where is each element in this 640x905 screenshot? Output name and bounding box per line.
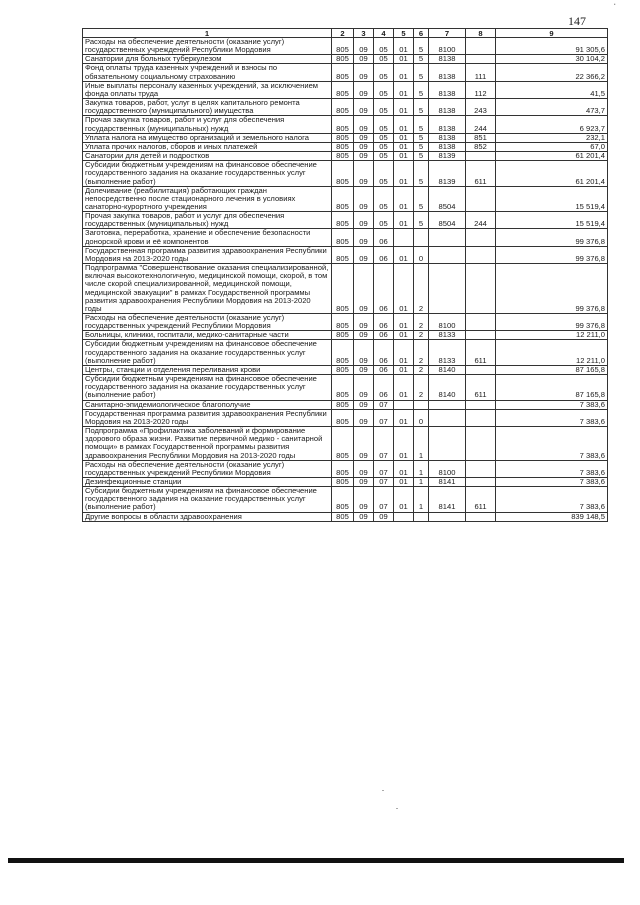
expense-type-cell — [466, 409, 496, 426]
section-cell: 09 — [354, 460, 374, 477]
subsection-cell: 07 — [374, 409, 394, 426]
item-name-cell: Подпрограмма «Профилактика заболеваний и формирование здорового образа жизни. Развитие первичной медико - санитарной помощи» в рамках Государственной программы развития здравоохранения Республики Мордовия на 2013-2020 годы — [83, 427, 332, 461]
expense-type-cell: 243 — [466, 99, 496, 116]
table-row — [83, 99, 608, 116]
item-name-cell: Санитарно-эпидемиологическое благополучие — [83, 400, 332, 409]
section-cell: 09 — [354, 116, 374, 133]
article-cell: 8141 — [429, 487, 466, 512]
program-cell: 01 — [394, 133, 414, 142]
article-cell: 8139 — [429, 152, 466, 161]
code-cell: 805 — [332, 212, 354, 229]
subsection-cell: 05 — [374, 186, 394, 211]
subsection-cell: 05 — [374, 212, 394, 229]
subprogram-cell: 5 — [414, 64, 429, 81]
table-row — [83, 331, 608, 340]
expense-type-cell — [466, 246, 496, 263]
item-name-cell: Субсидии бюджетным учреждениям на финансовое обеспечение государственного задания на оказание государственных услуг (выполнение работ) — [83, 487, 332, 512]
article-cell: 8140 — [429, 365, 466, 374]
amount-cell: 7 383,6 — [496, 427, 608, 461]
subsection-cell: 05 — [374, 133, 394, 142]
code-cell: 805 — [332, 142, 354, 151]
program-cell: 01 — [394, 246, 414, 263]
code-cell: 805 — [332, 365, 354, 374]
article-cell: 8138 — [429, 64, 466, 81]
article-cell: 8100 — [429, 314, 466, 331]
code-cell: 805 — [332, 161, 354, 186]
subsection-cell: 07 — [374, 460, 394, 477]
amount-cell: 7 383,6 — [496, 487, 608, 512]
amount-cell: 99 376,8 — [496, 314, 608, 331]
table-body — [83, 38, 608, 522]
subsection-cell: 05 — [374, 99, 394, 116]
item-name-cell: Больницы, клиники, госпитали, медико-санитарные части — [83, 331, 332, 340]
subsection-cell: 06 — [374, 264, 394, 314]
section-cell: 09 — [354, 365, 374, 374]
section-cell: 09 — [354, 264, 374, 314]
table-row — [83, 81, 608, 98]
program-cell: 01 — [394, 116, 414, 133]
program-cell: 01 — [394, 477, 414, 486]
code-cell: 805 — [332, 409, 354, 426]
table-row — [83, 400, 608, 409]
bottom-rule — [8, 858, 624, 863]
code-cell: 805 — [332, 331, 354, 340]
expense-type-cell — [466, 38, 496, 55]
code-cell: 805 — [332, 314, 354, 331]
subsection-cell: 06 — [374, 375, 394, 400]
item-name-cell: Расходы на обеспечение деятельности (оказание услуг) государственных учреждений Республики Мордовия — [83, 460, 332, 477]
expense-type-cell — [466, 314, 496, 331]
column-header: 3 — [354, 29, 374, 38]
section-cell: 09 — [354, 229, 374, 246]
subsection-cell: 09 — [374, 512, 394, 521]
subsection-cell: 07 — [374, 400, 394, 409]
column-header: 4 — [374, 29, 394, 38]
expense-type-cell: 852 — [466, 142, 496, 151]
expense-type-cell — [466, 400, 496, 409]
section-cell: 09 — [354, 400, 374, 409]
article-cell — [429, 264, 466, 314]
table-row — [83, 116, 608, 133]
table-row — [83, 375, 608, 400]
subprogram-cell — [414, 512, 429, 521]
subprogram-cell: 2 — [414, 314, 429, 331]
amount-cell: 839 148,5 — [496, 512, 608, 521]
item-name-cell: Центры, станции и отделения переливания крови — [83, 365, 332, 374]
section-cell: 09 — [354, 477, 374, 486]
code-cell: 805 — [332, 116, 354, 133]
subprogram-cell: 5 — [414, 186, 429, 211]
code-cell: 805 — [332, 246, 354, 263]
program-cell: 01 — [394, 331, 414, 340]
code-cell: 805 — [332, 477, 354, 486]
amount-cell: 67,0 — [496, 142, 608, 151]
amount-cell: 22 366,2 — [496, 64, 608, 81]
expense-type-cell: 611 — [466, 487, 496, 512]
expense-type-cell — [466, 460, 496, 477]
amount-cell: 99 376,8 — [496, 229, 608, 246]
section-cell: 09 — [354, 64, 374, 81]
program-cell: 01 — [394, 460, 414, 477]
table-row — [83, 264, 608, 314]
page-number: 147 — [568, 14, 586, 28]
section-cell: 09 — [354, 331, 374, 340]
subsection-cell: 07 — [374, 477, 394, 486]
subprogram-cell: 5 — [414, 212, 429, 229]
section-cell: 09 — [354, 427, 374, 461]
subprogram-cell: 5 — [414, 55, 429, 64]
program-cell — [394, 512, 414, 521]
subsection-cell: 07 — [374, 427, 394, 461]
article-cell: 8138 — [429, 133, 466, 142]
subsection-cell: 05 — [374, 142, 394, 151]
section-cell: 09 — [354, 212, 374, 229]
program-cell: 01 — [394, 81, 414, 98]
expense-type-cell — [466, 331, 496, 340]
expense-type-cell — [466, 55, 496, 64]
item-name-cell: Субсидии бюджетным учреждениям на финансовое обеспечение государственного задания на оказание государственных услуг (выполнение работ) — [83, 340, 332, 365]
item-name-cell: Государственная программа развития здравоохранения Республики Мордовия на 2013-2020 годы — [83, 246, 332, 263]
table-row — [83, 212, 608, 229]
amount-cell: 7 383,6 — [496, 460, 608, 477]
table-row — [83, 427, 608, 461]
section-cell: 09 — [354, 409, 374, 426]
amount-cell: 473,7 — [496, 99, 608, 116]
expense-type-cell: 244 — [466, 116, 496, 133]
amount-cell: 61 201,4 — [496, 152, 608, 161]
subprogram-cell: 5 — [414, 161, 429, 186]
article-cell: 8133 — [429, 340, 466, 365]
subprogram-cell: 5 — [414, 38, 429, 55]
table-row — [83, 477, 608, 486]
program-cell: 01 — [394, 161, 414, 186]
article-cell: 8138 — [429, 142, 466, 151]
table-row — [83, 365, 608, 374]
article-cell: 8140 — [429, 375, 466, 400]
subprogram-cell: 2 — [414, 331, 429, 340]
program-cell — [394, 400, 414, 409]
amount-cell: 6 923,7 — [496, 116, 608, 133]
subprogram-cell — [414, 229, 429, 246]
subprogram-cell: 0 — [414, 409, 429, 426]
table-row — [83, 55, 608, 64]
code-cell: 805 — [332, 229, 354, 246]
subprogram-cell: 5 — [414, 142, 429, 151]
amount-cell: 99 376,8 — [496, 264, 608, 314]
program-cell: 01 — [394, 99, 414, 116]
expense-type-cell — [466, 229, 496, 246]
item-name-cell: Фонд оплаты труда казенных учреждений и взносы по обязательному социальному страхованию — [83, 64, 332, 81]
code-cell: 805 — [332, 99, 354, 116]
subsection-cell: 06 — [374, 246, 394, 263]
item-name-cell: Расходы на обеспечение деятельности (оказание услуг) государственных учреждений Республики Мордовия — [83, 314, 332, 331]
subsection-cell: 06 — [374, 314, 394, 331]
article-cell — [429, 229, 466, 246]
section-cell: 09 — [354, 152, 374, 161]
subsection-cell: 05 — [374, 81, 394, 98]
section-cell: 09 — [354, 81, 374, 98]
code-cell: 805 — [332, 264, 354, 314]
section-cell: 09 — [354, 186, 374, 211]
article-cell: 8504 — [429, 186, 466, 211]
program-cell: 01 — [394, 186, 414, 211]
amount-cell: 12 211,0 — [496, 340, 608, 365]
code-cell: 805 — [332, 186, 354, 211]
section-cell: 09 — [354, 375, 374, 400]
subprogram-cell: 5 — [414, 116, 429, 133]
budget-table — [82, 28, 608, 522]
item-name-cell: Подпрограмма "Совершенствование оказания специализированной, включая высокотехнологичную, медицинской помощи, скорой, в том числе скорой специализированной, медицинской помощи, медицинской эвакуации" в рамках Государственной программы развития здравоохранения Республики Мордовия на 2013-2020 годы — [83, 264, 332, 314]
column-header: 2 — [332, 29, 354, 38]
subprogram-cell: 5 — [414, 133, 429, 142]
amount-cell: 30 104,2 — [496, 55, 608, 64]
program-cell: 01 — [394, 409, 414, 426]
column-header: 6 — [414, 29, 429, 38]
subsection-cell: 05 — [374, 152, 394, 161]
amount-cell: 232,1 — [496, 133, 608, 142]
item-name-cell: Долечивание (реабилитация) работающих граждан непосредственно после стационарного лечения в условиях санаторно-курортного учреждения — [83, 186, 332, 211]
subprogram-cell — [414, 400, 429, 409]
table-row — [83, 152, 608, 161]
amount-cell: 15 519,4 — [496, 212, 608, 229]
table-header-row — [83, 29, 608, 38]
column-header: 1 — [83, 29, 332, 38]
amount-cell: 15 519,4 — [496, 186, 608, 211]
section-cell: 09 — [354, 161, 374, 186]
item-name-cell: Иные выплаты персоналу казенных учреждений, за исключением фонда оплаты труда — [83, 81, 332, 98]
expense-type-cell — [466, 186, 496, 211]
section-cell: 09 — [354, 133, 374, 142]
program-cell: 01 — [394, 314, 414, 331]
amount-cell: 7 383,6 — [496, 409, 608, 426]
subsection-cell: 06 — [374, 365, 394, 374]
code-cell: 805 — [332, 512, 354, 521]
code-cell: 805 — [332, 340, 354, 365]
amount-cell: 91 305,6 — [496, 38, 608, 55]
item-name-cell: Субсидии бюджетным учреждениям на финансовое обеспечение государственного задания на оказание государственных услуг (выполнение работ) — [83, 161, 332, 186]
item-name-cell: Уплата налога на имущество организаций и земельного налога — [83, 133, 332, 142]
subsection-cell: 05 — [374, 161, 394, 186]
article-cell: 8504 — [429, 212, 466, 229]
subprogram-cell: 2 — [414, 340, 429, 365]
scan-speck — [396, 808, 398, 809]
table-row — [83, 38, 608, 55]
subprogram-cell: 1 — [414, 477, 429, 486]
article-cell: 8100 — [429, 38, 466, 55]
table-row — [83, 161, 608, 186]
subsection-cell: 07 — [374, 487, 394, 512]
program-cell: 01 — [394, 212, 414, 229]
column-header: 8 — [466, 29, 496, 38]
column-header: 5 — [394, 29, 414, 38]
article-cell: 8138 — [429, 99, 466, 116]
item-name-cell: Прочая закупка товаров, работ и услуг для обеспечения государственных (муниципальных) нужд — [83, 212, 332, 229]
subprogram-cell: 0 — [414, 246, 429, 263]
program-cell: 01 — [394, 152, 414, 161]
table-row — [83, 246, 608, 263]
column-header: 7 — [429, 29, 466, 38]
article-cell: 8141 — [429, 477, 466, 486]
subprogram-cell: 5 — [414, 81, 429, 98]
code-cell: 805 — [332, 55, 354, 64]
article-cell — [429, 246, 466, 263]
section-cell: 09 — [354, 487, 374, 512]
item-name-cell: Санатории для детей и подростков — [83, 152, 332, 161]
code-cell: 805 — [332, 375, 354, 400]
table-row — [83, 64, 608, 81]
subsection-cell: 06 — [374, 331, 394, 340]
expense-type-cell: 112 — [466, 81, 496, 98]
subprogram-cell: 2 — [414, 375, 429, 400]
section-cell: 09 — [354, 38, 374, 55]
amount-cell: 87 165,8 — [496, 375, 608, 400]
expense-type-cell: 611 — [466, 375, 496, 400]
article-cell — [429, 427, 466, 461]
amount-cell: 7 383,6 — [496, 400, 608, 409]
expense-type-cell — [466, 512, 496, 521]
item-name-cell: Дезинфекционные станции — [83, 477, 332, 486]
item-name-cell: Заготовка, переработка, хранение и обеспечение безопасности донорской крови и её компонентов — [83, 229, 332, 246]
code-cell: 805 — [332, 38, 354, 55]
program-cell — [394, 229, 414, 246]
subsection-cell: 05 — [374, 116, 394, 133]
column-header: 9 — [496, 29, 608, 38]
program-cell: 01 — [394, 64, 414, 81]
subprogram-cell: 2 — [414, 365, 429, 374]
program-cell: 01 — [394, 487, 414, 512]
section-cell: 09 — [354, 142, 374, 151]
article-cell: 8138 — [429, 55, 466, 64]
subprogram-cell: 1 — [414, 460, 429, 477]
program-cell: 01 — [394, 264, 414, 314]
article-cell: 8139 — [429, 161, 466, 186]
subprogram-cell: 1 — [414, 487, 429, 512]
table-row — [83, 142, 608, 151]
section-cell: 09 — [354, 246, 374, 263]
table-row — [83, 314, 608, 331]
item-name-cell: Расходы на обеспечение деятельности (оказание услуг) государственных учреждений Республики Мордовия — [83, 38, 332, 55]
article-cell: 8100 — [429, 460, 466, 477]
subprogram-cell: 2 — [414, 264, 429, 314]
expense-type-cell — [466, 152, 496, 161]
code-cell: 805 — [332, 64, 354, 81]
program-cell: 01 — [394, 142, 414, 151]
code-cell: 805 — [332, 460, 354, 477]
subsection-cell: 05 — [374, 55, 394, 64]
code-cell: 805 — [332, 81, 354, 98]
expense-type-cell: 611 — [466, 340, 496, 365]
subsection-cell: 05 — [374, 38, 394, 55]
section-cell: 09 — [354, 512, 374, 521]
article-cell — [429, 512, 466, 521]
expense-type-cell: 611 — [466, 161, 496, 186]
table-row — [83, 340, 608, 365]
item-name-cell: Субсидии бюджетным учреждениям на финансовое обеспечение государственного задания на оказание государственных услуг (выполнение работ) — [83, 375, 332, 400]
program-cell: 01 — [394, 365, 414, 374]
expense-type-cell: 244 — [466, 212, 496, 229]
subprogram-cell: 5 — [414, 152, 429, 161]
article-cell: 8133 — [429, 331, 466, 340]
article-cell — [429, 400, 466, 409]
code-cell: 805 — [332, 133, 354, 142]
item-name-cell: Государственная программа развития здравоохранения Республики Мордовия на 2013-2020 годы — [83, 409, 332, 426]
amount-cell: 99 376,8 — [496, 246, 608, 263]
amount-cell: 61 201,4 — [496, 161, 608, 186]
table-row — [83, 186, 608, 211]
scan-corner-mark: · — [612, 0, 618, 10]
expense-type-cell: 851 — [466, 133, 496, 142]
expense-type-cell — [466, 264, 496, 314]
item-name-cell: Другие вопросы в области здравоохранения — [83, 512, 332, 521]
table-row — [83, 487, 608, 512]
amount-cell: 7 383,6 — [496, 477, 608, 486]
section-cell: 09 — [354, 340, 374, 365]
item-name-cell: Прочая закупка товаров, работ и услуг для обеспечения государственных (муниципальных) нужд — [83, 116, 332, 133]
subsection-cell: 05 — [374, 64, 394, 81]
article-cell: 8138 — [429, 81, 466, 98]
table-row — [83, 460, 608, 477]
amount-cell: 12 211,0 — [496, 331, 608, 340]
code-cell: 805 — [332, 400, 354, 409]
article-cell — [429, 409, 466, 426]
subprogram-cell: 1 — [414, 427, 429, 461]
article-cell: 8138 — [429, 116, 466, 133]
table-row — [83, 409, 608, 426]
code-cell: 805 — [332, 152, 354, 161]
program-cell: 01 — [394, 340, 414, 365]
item-name-cell: Уплата прочих налогов, сборов и иных платежей — [83, 142, 332, 151]
section-cell: 09 — [354, 99, 374, 116]
amount-cell: 87 165,8 — [496, 365, 608, 374]
subsection-cell: 06 — [374, 340, 394, 365]
program-cell: 01 — [394, 38, 414, 55]
item-name-cell: Санатории для больных туберкулезом — [83, 55, 332, 64]
table-row — [83, 512, 608, 521]
program-cell: 01 — [394, 375, 414, 400]
scan-speck — [382, 790, 384, 791]
expense-type-cell — [466, 477, 496, 486]
expense-type-cell — [466, 365, 496, 374]
section-cell: 09 — [354, 55, 374, 64]
program-cell: 01 — [394, 55, 414, 64]
program-cell: 01 — [394, 427, 414, 461]
code-cell: 805 — [332, 487, 354, 512]
subsection-cell: 06 — [374, 229, 394, 246]
expense-type-cell: 111 — [466, 64, 496, 81]
amount-cell: 41,5 — [496, 81, 608, 98]
subprogram-cell: 5 — [414, 99, 429, 116]
expense-type-cell — [466, 427, 496, 461]
section-cell: 09 — [354, 314, 374, 331]
code-cell: 805 — [332, 427, 354, 461]
table-row — [83, 133, 608, 142]
table-row — [83, 229, 608, 246]
item-name-cell: Закупка товаров, работ, услуг в целях капитального ремонта государственного (муниципального) имущества — [83, 99, 332, 116]
